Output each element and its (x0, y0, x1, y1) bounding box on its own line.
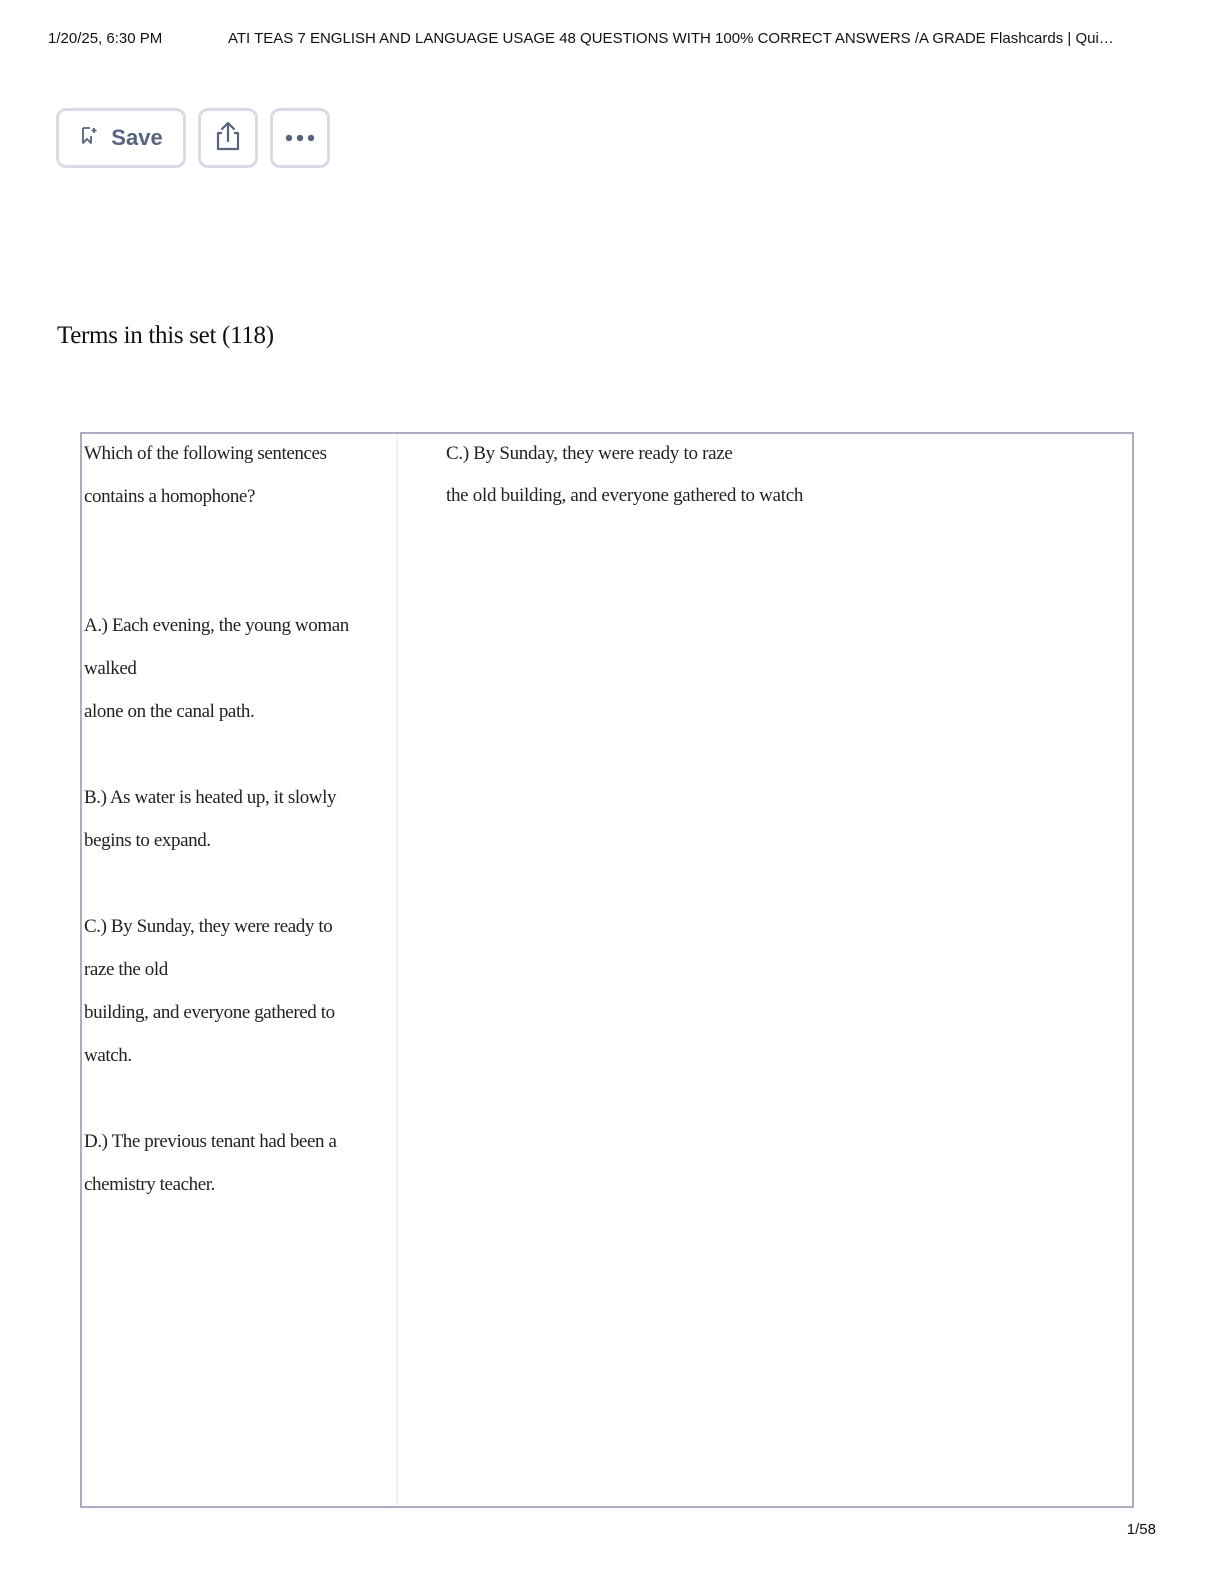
print-page-title: ATI TEAS 7 ENGLISH AND LANGUAGE USAGE 48 QUESTIONS WITH 100% CORRECT ANSWERS /A GRADE Flashcards | Qui… (228, 30, 1114, 47)
bookmark-add-icon (79, 126, 99, 151)
term-line: D.) The previous tenant had been a (84, 1131, 337, 1152)
term-line (84, 565, 384, 608)
term-line (84, 1081, 384, 1124)
save-button[interactable] (56, 108, 186, 168)
term-line (84, 737, 384, 780)
save-label: Save (111, 125, 163, 150)
card-term (84, 436, 384, 1210)
card-definition (446, 436, 803, 520)
term-line: A.) Each evening, the young woman (84, 615, 349, 636)
term-line (84, 522, 384, 565)
card-divider (396, 434, 398, 1506)
share-icon (213, 120, 243, 157)
term-line: B.) As water is heated up, it slowly (84, 787, 337, 808)
term-line: begins to expand. (84, 830, 211, 851)
more-options-button[interactable] (270, 108, 330, 168)
term-line: chemistry teacher. (84, 1174, 216, 1195)
term-line: walked (84, 658, 137, 679)
term-line: contains a homophone? (84, 486, 255, 507)
toolbar (56, 108, 330, 168)
term-line: raze the old (84, 959, 168, 980)
terms-section-title: Terms in this set (118) (57, 322, 274, 349)
definition-line: C.) By Sunday, they were ready to raze (446, 443, 733, 464)
term-line: watch. (84, 1045, 132, 1066)
more-options-icon (285, 129, 315, 147)
term-line: building, and everyone gathered to (84, 1002, 335, 1023)
flashcard (80, 432, 1134, 1508)
term-line (84, 866, 384, 909)
definition-line: the old building, and everyone gathered to watch (446, 485, 804, 506)
page-number: 1/58 (1126, 1521, 1156, 1538)
share-button[interactable] (198, 108, 258, 168)
term-line: alone on the canal path. (84, 701, 255, 722)
print-date: 1/20/25, 6:30 PM (48, 30, 163, 47)
term-line: C.) By Sunday, they were ready to (84, 916, 333, 937)
term-line: Which of the following sentences (84, 443, 327, 464)
